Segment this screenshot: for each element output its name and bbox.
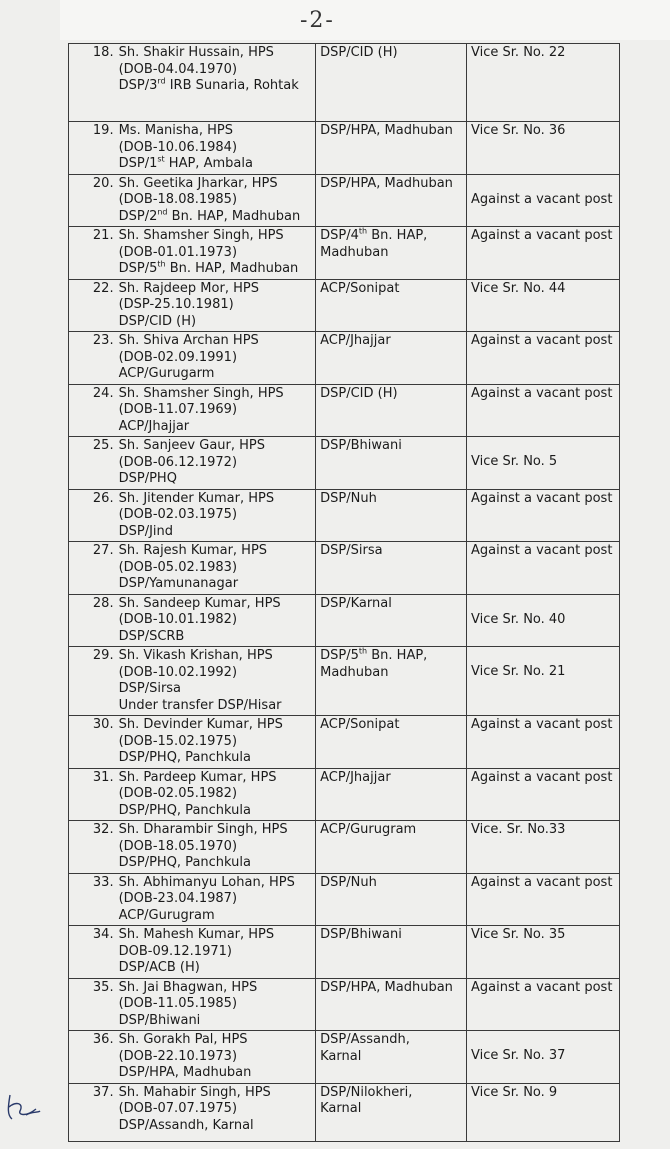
- serial-number-cell: 34.: [69, 926, 116, 979]
- new-posting-text: DSP/Assandh,: [320, 1032, 410, 1047]
- present-posting: [119, 803, 312, 820]
- present-posting: [119, 78, 312, 95]
- vice-text: Vice Sr. No. 37: [471, 1048, 566, 1063]
- new-posting: [320, 822, 462, 839]
- vice-text: Against a vacant post: [471, 228, 613, 243]
- present-posting: [119, 209, 312, 226]
- new-posting: [320, 281, 462, 298]
- vice-cell: [467, 1083, 620, 1141]
- vice-text: Vice Sr. No. 5: [471, 454, 558, 469]
- officer-cell: [116, 44, 316, 122]
- new-posting-text: DSP/5: [320, 648, 359, 663]
- present-posting: [119, 1065, 312, 1082]
- vice-text: Vice Sr. No. 40: [471, 611, 566, 627]
- officer-dob: DOB-09.12.1971): [118, 943, 232, 959]
- new-posting-cell: [316, 174, 467, 227]
- vice-cell: [467, 227, 620, 280]
- table-row: [69, 174, 620, 227]
- table-row: [69, 1031, 620, 1084]
- vice-text: Vice Sr. No. 35: [471, 927, 566, 942]
- serial-number-cell: 20.: [69, 174, 116, 227]
- serial-number-cell: 31.: [69, 768, 116, 821]
- officer-dob: (DOB-11.07.1969): [118, 402, 238, 417]
- officer-name: Sh. Sandeep Kumar, HPS: [118, 595, 281, 611]
- present-posting-text: DSP/HPA, Madhuban: [118, 1065, 252, 1080]
- new-posting-text: DSP/Bhiwani: [320, 927, 402, 942]
- present-posting: [119, 419, 312, 436]
- new-posting-cell: [316, 926, 467, 979]
- vice-cell: [467, 174, 620, 227]
- vice-text: Vice. Sr. No.33: [471, 822, 566, 837]
- officer-cell: [116, 594, 316, 647]
- new-posting-text: ACP/Sonipat: [320, 280, 400, 296]
- present-posting: [119, 1118, 312, 1135]
- vice-cell: [467, 384, 620, 437]
- present-posting-text: ACP/Gurugarm: [118, 366, 215, 381]
- new-posting-cell: [316, 647, 467, 716]
- new-posting: [320, 648, 462, 665]
- new-posting: [320, 386, 462, 403]
- officer-cell: [116, 647, 316, 716]
- new-posting-text: DSP/HPA, Madhuban: [320, 123, 453, 138]
- present-posting-text: DSP/CID (H): [118, 313, 197, 329]
- new-posting-text: ACP/Sonipat: [320, 717, 400, 732]
- present-posting-rest: HAP, Ambala: [164, 156, 253, 171]
- table-row: [69, 926, 620, 979]
- table-row: [69, 227, 620, 280]
- page-number: -2-: [300, 8, 335, 33]
- officer-name: Sh. Geetika Jharkar, HPS: [118, 175, 278, 191]
- present-posting: [119, 681, 312, 698]
- officer-cell: [116, 768, 316, 821]
- table-row: [69, 873, 620, 926]
- present-posting-ordinal: nd: [157, 207, 168, 217]
- officer-cell: [116, 489, 316, 542]
- vice-cell: [467, 768, 620, 821]
- vice-cell: [467, 821, 620, 874]
- table-row: [69, 44, 620, 122]
- present-posting-text: DSP/Sirsa: [118, 681, 182, 696]
- present-posting-text: DSP/Jind: [118, 523, 174, 539]
- new-posting-text: DSP/CID (H): [320, 385, 398, 401]
- new-posting-rest: Bn. HAP,: [367, 648, 428, 663]
- present-posting: [119, 366, 312, 383]
- present-posting: [119, 750, 312, 767]
- new-posting-cell: [316, 542, 467, 595]
- table-row: [69, 594, 620, 647]
- vice-cell: [467, 44, 620, 122]
- new-posting-cell: [316, 873, 467, 926]
- present-posting-text: DSP/PHQ, Panchkula: [118, 802, 251, 818]
- new-posting: [320, 875, 462, 892]
- present-posting-text: DSP/5: [118, 261, 158, 276]
- present-posting-rest: Bn. HAP, Madhuban: [167, 208, 301, 224]
- new-posting-cell: [316, 44, 467, 122]
- serial-number-cell: 22.: [69, 279, 116, 332]
- vice-text: Against a vacant post: [471, 191, 613, 207]
- serial-number-cell: 19.: [69, 122, 116, 175]
- officer-dob: (DOB-01.01.1973): [118, 244, 238, 260]
- new-posting: [320, 543, 462, 560]
- vice-text: Against a vacant post: [471, 874, 613, 890]
- officer-dob: (DOB-18.08.1985): [118, 192, 238, 207]
- officer-name: Sh. Shakir Hussain, HPS: [118, 45, 274, 60]
- new-posting-text: DSP/Nuh: [320, 490, 377, 506]
- vice-cell: [467, 279, 620, 332]
- present-posting: [119, 960, 312, 977]
- table-row: [69, 384, 620, 437]
- serial-number-cell: 32.: [69, 821, 116, 874]
- officer-cell: [116, 384, 316, 437]
- table-row: [69, 716, 620, 769]
- present-posting: [119, 576, 312, 593]
- table-row: [69, 978, 620, 1031]
- officer-name: Sh. Mahabir Singh, HPS: [118, 1084, 271, 1100]
- new-posting: [320, 176, 462, 193]
- new-posting-cell: [316, 1083, 467, 1141]
- serial-number-cell: 29.: [69, 647, 116, 716]
- new-posting-cell: [316, 227, 467, 280]
- new-posting-cell: [316, 437, 467, 490]
- officer-dob: (DOB-02.03.1975): [118, 507, 238, 522]
- new-posting-text: DSP/Karnal: [320, 595, 392, 611]
- new-posting: [320, 927, 462, 944]
- new-posting-cell: [316, 768, 467, 821]
- present-posting-text: DSP/PHQ, Panchkula: [118, 750, 251, 765]
- present-posting-text: DSP/3: [118, 78, 158, 93]
- present-posting: [119, 1013, 312, 1030]
- officer-cell: [116, 542, 316, 595]
- vice-text: Against a vacant post: [471, 385, 613, 401]
- officer-cell: [116, 978, 316, 1031]
- officer-name: Sh. Vikash Krishan, HPS: [118, 648, 273, 663]
- serial-number-cell: 18.: [69, 44, 116, 122]
- new-posting-line2: Karnal: [320, 1048, 362, 1064]
- present-posting-ordinal: st: [157, 154, 165, 164]
- new-posting-text: DSP/HPA, Madhuban: [320, 979, 453, 995]
- new-posting-cell: [316, 489, 467, 542]
- new-posting-cell: [316, 716, 467, 769]
- vice-text: Against a vacant post: [471, 769, 613, 785]
- vice-cell: [467, 437, 620, 490]
- officer-cell: [116, 174, 316, 227]
- serial-number-cell: 35.: [69, 978, 116, 1031]
- new-posting-cell: [316, 1031, 467, 1084]
- table-row: [69, 279, 620, 332]
- vice-text: Vice Sr. No. 22: [471, 45, 566, 60]
- officer-name: Sh. Sanjeev Gaur, HPS: [118, 438, 265, 453]
- officer-dob: (DOB-18.05.1970): [118, 838, 238, 854]
- table-row: [69, 1083, 620, 1141]
- transfer-note: Under transfer DSP/Hisar: [118, 697, 282, 713]
- present-posting: [119, 524, 312, 541]
- officer-name: Sh. Jitender Kumar, HPS: [118, 490, 275, 506]
- new-posting-ordinal: th: [358, 646, 368, 656]
- paper-edge: [60, 0, 670, 40]
- present-posting-text: DSP/ACB (H): [118, 960, 200, 975]
- officer-name: Sh. Rajdeep Mor, HPS: [118, 280, 259, 296]
- new-posting-cell: [316, 821, 467, 874]
- vice-text: Vice Sr. No. 9: [471, 1084, 558, 1100]
- vice-text: Vice Sr. No. 36: [471, 123, 566, 138]
- officer-cell: [116, 279, 316, 332]
- officer-dob: (DOB-10.06.1984): [118, 139, 238, 155]
- officer-name: Ms. Manisha, HPS: [118, 123, 233, 138]
- present-posting-text: ACP/Jhajjar: [118, 418, 190, 434]
- new-posting-text: DSP/HPA, Madhuban: [320, 175, 453, 191]
- present-posting: [119, 471, 312, 488]
- vice-cell: [467, 489, 620, 542]
- officer-cell: [116, 926, 316, 979]
- new-posting-text: DSP/CID (H): [320, 45, 398, 60]
- new-posting-rest: Bn. HAP,: [367, 228, 428, 243]
- officer-dob: (DOB-11.05.1985): [118, 996, 238, 1011]
- new-posting-text: ACP/Jhajjar: [320, 769, 391, 785]
- new-posting-text: DSP/Nuh: [320, 874, 377, 890]
- present-posting-text: DSP/1: [118, 156, 158, 171]
- present-posting: [119, 156, 312, 173]
- serial-number-cell: 24.: [69, 384, 116, 437]
- present-posting-text: DSP/2: [118, 208, 158, 224]
- officer-cell: [116, 332, 316, 385]
- present-posting-text: DSP/Yamunanagar: [118, 576, 239, 591]
- officer-cell: [116, 821, 316, 874]
- new-posting: [320, 596, 462, 613]
- officer-name: Sh. Devinder Kumar, HPS: [118, 717, 283, 732]
- vice-cell: [467, 978, 620, 1031]
- officer-cell: [116, 716, 316, 769]
- officer-dob: (DOB-05.02.1983): [118, 559, 238, 575]
- vice-cell: [467, 122, 620, 175]
- present-posting-text: DSP/Assandh, Karnal: [118, 1117, 254, 1133]
- table-row: [69, 768, 620, 821]
- vice-text: Against a vacant post: [471, 979, 613, 995]
- table-row: [69, 647, 620, 716]
- officer-name: Sh. Dharambir Singh, HPS: [118, 822, 288, 837]
- new-posting: [320, 45, 462, 62]
- officer-name: Sh. Pardeep Kumar, HPS: [118, 769, 277, 785]
- new-posting: [320, 123, 462, 140]
- new-posting-line2: Madhuban: [320, 244, 389, 260]
- new-posting-text: DSP/Nilokheri,: [320, 1084, 413, 1100]
- present-posting: [119, 855, 312, 872]
- vice-cell: [467, 647, 620, 716]
- handwritten-initial-mark: [4, 1085, 42, 1125]
- officer-name: Sh. Rajesh Kumar, HPS: [118, 543, 268, 558]
- table-row: [69, 542, 620, 595]
- serial-number-cell: 36.: [69, 1031, 116, 1084]
- officer-cell: [116, 122, 316, 175]
- serial-number-cell: 30.: [69, 716, 116, 769]
- present-posting: [119, 314, 312, 331]
- officer-dob: (DOB-02.09.1991): [118, 349, 238, 365]
- serial-number-cell: 27.: [69, 542, 116, 595]
- vice-text: Vice Sr. No. 21: [471, 664, 566, 679]
- new-posting-cell: [316, 978, 467, 1031]
- present-posting: [119, 908, 312, 925]
- vice-cell: [467, 873, 620, 926]
- new-posting: [320, 980, 462, 997]
- officer-cell: [116, 1083, 316, 1141]
- new-posting-ordinal: th: [358, 226, 368, 236]
- officer-cell: [116, 227, 316, 280]
- vice-cell: [467, 926, 620, 979]
- officer-name: Sh. Shamsher Singh, HPS: [118, 385, 284, 401]
- new-posting-line2: Karnal: [320, 1101, 362, 1116]
- new-posting: [320, 1032, 462, 1049]
- vice-cell: [467, 542, 620, 595]
- new-posting-cell: [316, 279, 467, 332]
- table-row: [69, 122, 620, 175]
- vice-text: Against a vacant post: [471, 490, 613, 506]
- table-row: [69, 821, 620, 874]
- table-row: [69, 489, 620, 542]
- officer-dob: (DOB-04.04.1970): [118, 61, 238, 77]
- new-posting-line2: Madhuban: [320, 664, 389, 680]
- officer-dob: (DOB-06.12.1972): [118, 454, 238, 470]
- present-posting: [119, 261, 312, 278]
- serial-number-cell: 37.: [69, 1083, 116, 1141]
- present-posting-text: DSP/SCRB: [118, 628, 185, 644]
- vice-text: Vice Sr. No. 44: [471, 280, 566, 296]
- officer-cell: [116, 1031, 316, 1084]
- table-row: [69, 437, 620, 490]
- present-posting: [119, 629, 312, 646]
- new-posting: [320, 228, 462, 245]
- new-posting-text: ACP/Jhajjar: [320, 333, 391, 348]
- serial-number-cell: 21.: [69, 227, 116, 280]
- vice-text: Against a vacant post: [471, 333, 613, 348]
- officer-name: Sh. Shamsher Singh, HPS: [118, 228, 284, 243]
- serial-number-cell: 33.: [69, 873, 116, 926]
- vice-text: Against a vacant post: [471, 543, 613, 558]
- present-posting-rest: IRB Sunaria, Rohtak: [165, 78, 299, 93]
- officer-name: Sh. Shiva Archan HPS: [118, 333, 259, 348]
- serial-number-cell: 26.: [69, 489, 116, 542]
- new-posting: [320, 1085, 462, 1102]
- vice-cell: [467, 1031, 620, 1084]
- new-posting-text: DSP/Bhiwani: [320, 438, 402, 453]
- officer-name: Sh. Gorakh Pal, HPS: [118, 1032, 248, 1047]
- officer-dob: (DOB-15.02.1975): [118, 733, 238, 749]
- new-posting: [320, 770, 462, 787]
- new-posting: [320, 717, 462, 734]
- officer-dob: (DOB-02.05.1982): [118, 786, 238, 801]
- officer-dob: (DSP-25.10.1981): [118, 297, 234, 312]
- present-posting-rest: Bn. HAP, Madhuban: [165, 261, 299, 276]
- vice-cell: [467, 716, 620, 769]
- officer-name: Sh. Abhimanyu Lohan, HPS: [118, 874, 295, 890]
- officer-dob: (DOB-10.01.1982): [118, 612, 238, 627]
- officer-dob: (DOB-07.07.1975): [118, 1101, 238, 1116]
- serial-number-cell: 23.: [69, 332, 116, 385]
- new-posting-cell: [316, 594, 467, 647]
- officer-cell: [116, 437, 316, 490]
- table-row: [69, 332, 620, 385]
- vice-text: Against a vacant post: [471, 717, 613, 732]
- present-posting-text: ACP/Gurugram: [118, 907, 215, 923]
- present-posting-ordinal: th: [157, 259, 166, 269]
- serial-number-cell: 25.: [69, 437, 116, 490]
- officer-dob: (DOB-10.02.1992): [118, 664, 238, 680]
- officer-dob: (DOB-22.10.1973): [118, 1048, 238, 1064]
- new-posting-text: DSP/Sirsa: [320, 543, 383, 558]
- officer-dob: (DOB-23.04.1987): [118, 891, 238, 906]
- vice-cell: [467, 594, 620, 647]
- present-posting-text: DSP/PHQ, Panchkula: [118, 855, 251, 870]
- vice-cell: [467, 332, 620, 385]
- transfer-table: [68, 43, 620, 1142]
- new-posting-text: ACP/Gurugram: [320, 822, 417, 837]
- present-posting-ordinal: rd: [157, 76, 166, 86]
- new-posting-cell: [316, 332, 467, 385]
- officer-name: Sh. Mahesh Kumar, HPS: [118, 927, 275, 942]
- new-posting: [320, 491, 462, 508]
- officer-name: Sh. Jai Bhagwan, HPS: [118, 979, 258, 995]
- new-posting: [320, 333, 462, 350]
- serial-number-cell: 28.: [69, 594, 116, 647]
- new-posting: [320, 438, 462, 455]
- officer-cell: [116, 873, 316, 926]
- new-posting-cell: [316, 384, 467, 437]
- present-posting-text: DSP/PHQ: [118, 471, 177, 486]
- present-posting-text: DSP/Bhiwani: [118, 1012, 201, 1028]
- new-posting-cell: [316, 122, 467, 175]
- new-posting-text: DSP/4: [320, 228, 359, 243]
